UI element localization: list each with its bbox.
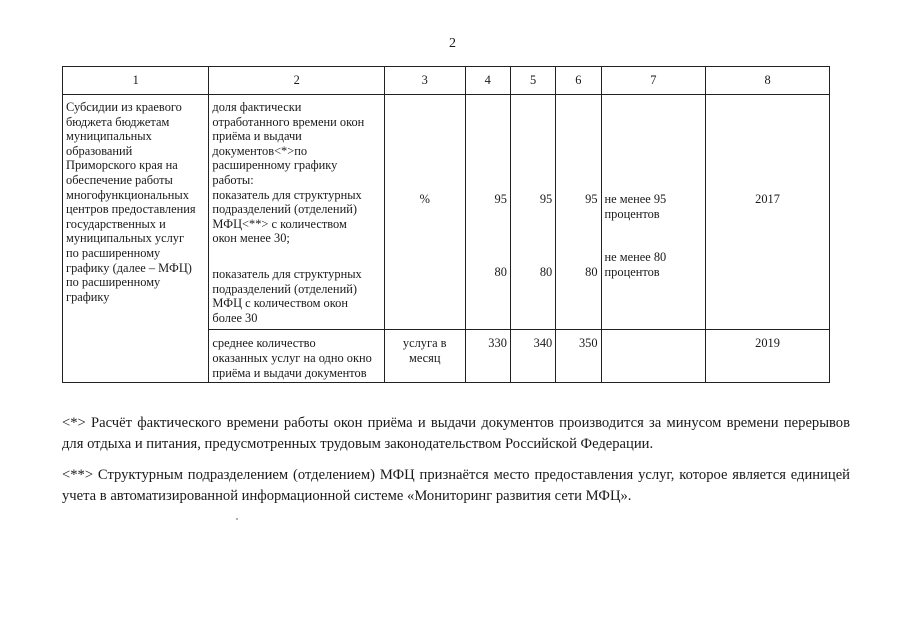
target-cell xyxy=(601,95,706,330)
subsidy-name-line: графику (далее – МФЦ) xyxy=(66,260,192,275)
value-a-col4: 95 xyxy=(494,192,507,206)
header-cell-8: 8 xyxy=(706,67,830,95)
header-cell-4: 4 xyxy=(465,67,510,95)
unit-line: услуга в xyxy=(402,336,447,351)
value-a-col6: 95 xyxy=(585,192,598,206)
value-b-col5: 80 xyxy=(539,264,553,279)
subsidy-name-line: Приморского края на xyxy=(66,158,178,173)
subsidy-name-line: бюджета бюджетам xyxy=(66,114,170,129)
table-header-row xyxy=(63,67,830,95)
sub-indicator-b-line: показатель для структурных xyxy=(212,266,362,281)
indicator-intro-line: работы: xyxy=(212,172,254,187)
sub-indicator-a-line: окон менее 30; xyxy=(212,231,290,246)
value-b-col4: 80 xyxy=(494,264,507,279)
subsidy-name-line: Субсидии из краевого xyxy=(66,100,182,114)
subsidy-name-line: по расширенному xyxy=(66,245,161,260)
value-b-col6: 80 xyxy=(585,264,598,279)
value-cell-col4 xyxy=(465,95,510,330)
sub-indicator-a-line: показатель для структурных xyxy=(212,187,362,202)
unit-line: месяц xyxy=(408,350,441,365)
year-cell xyxy=(706,95,830,330)
value-cell-col6 xyxy=(556,95,601,330)
header-cell-2: 2 xyxy=(209,67,384,95)
footnote-2: <**> Структурным подразделением (отделением) МФЦ признаётся место предоставления услуг, которое является единицей учета в автоматизированной информационной системе «Мониторинг развития сети МФЦ». xyxy=(62,467,850,504)
value-cell-col5 xyxy=(510,95,555,330)
value-cell-col5: 340 xyxy=(510,330,555,383)
indicator-intro-line: документов<*>по xyxy=(212,143,308,158)
target-cell xyxy=(601,330,706,383)
spacer xyxy=(212,246,380,267)
indicator-intro-line: расширенному графику xyxy=(212,158,338,173)
scan-speck xyxy=(236,518,238,520)
subsidy-name-line: обеспечение работы xyxy=(66,172,173,187)
sub-indicator-a-line: подразделений (отделений) xyxy=(212,202,357,217)
indicators-table xyxy=(62,66,830,383)
subsidy-name-line: муниципальных xyxy=(66,129,152,144)
table-row xyxy=(63,95,830,330)
subsidy-name-line: государственных и xyxy=(66,216,166,231)
sub-indicator-b-line: более 30 xyxy=(212,310,258,325)
unit-percent: % xyxy=(419,192,430,206)
indicator-description-cell xyxy=(209,95,384,330)
footnote-1: <*> Расчёт фактического времени работы окон приёма и выдачи документов производится за минусом времени перерывов для отдыха и питания, предусмотренных трудовым законодательством Российской Федерации. xyxy=(62,415,850,452)
subsidy-name-line: графику xyxy=(66,289,110,304)
header-cell-5: 5 xyxy=(510,67,555,95)
indicator-description-cell xyxy=(209,330,384,383)
target-a-line: процентов xyxy=(604,206,660,221)
value-cell-col6: 350 xyxy=(556,330,601,383)
sub-indicator-b-line: подразделений (отделений) xyxy=(212,281,357,296)
indicator-line: оказанных услуг на одно окно xyxy=(212,350,372,365)
unit-cell xyxy=(384,95,465,330)
year-value: 2017 xyxy=(755,192,780,206)
page-number: 2 xyxy=(449,36,456,51)
sub-indicator-a-line: МФЦ<**> с количеством xyxy=(212,216,347,231)
header-cell-7: 7 xyxy=(601,67,706,95)
subsidy-name-line: образований xyxy=(66,143,133,158)
indicator-intro-line: доля фактически xyxy=(212,100,302,114)
header-cell-3: 3 xyxy=(384,67,465,95)
header-cell-1: 1 xyxy=(63,67,209,95)
subsidy-name-cell xyxy=(63,95,209,383)
indicator-line: приёма и выдачи документов xyxy=(212,365,367,380)
subsidy-name-line: по расширенному xyxy=(66,275,161,290)
year-cell: 2019 xyxy=(706,330,830,383)
unit-cell xyxy=(384,330,465,383)
indicator-line: среднее количество xyxy=(212,336,316,351)
subsidy-name-line: муниципальных услуг xyxy=(66,231,185,246)
header-cell-6: 6 xyxy=(556,67,601,95)
value-cell-col4: 330 xyxy=(465,330,510,383)
target-a-line: не менее 95 xyxy=(604,192,667,206)
subsidy-name-line: центров предоставления xyxy=(66,202,196,217)
indicator-intro-line: отработанного времени окон xyxy=(212,114,365,129)
sub-indicator-b-line: МФЦ с количеством окон xyxy=(212,296,348,311)
target-b-line: не менее 80 xyxy=(604,250,667,265)
target-b-line: процентов xyxy=(604,264,660,279)
subsidy-name-line: многофункциональных xyxy=(66,187,189,202)
indicator-intro-line: приёма и выдачи xyxy=(212,129,302,144)
value-a-col5: 95 xyxy=(539,192,553,206)
